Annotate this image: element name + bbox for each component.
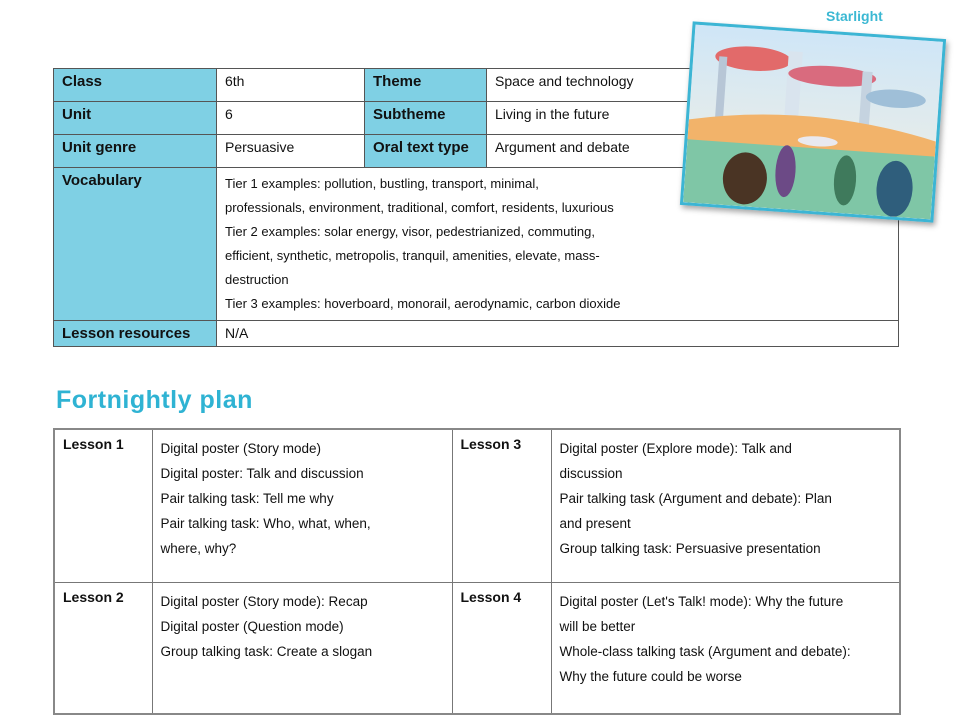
- plan-row: [54, 429, 900, 583]
- activity: Digital poster (Explore mode): Talk and: [559, 441, 792, 456]
- vocab-line: Tier 2 examples: solar energy, visor, pedestrianized, commuting,: [225, 224, 595, 239]
- unit-value: 6: [217, 102, 365, 135]
- oral-text-label: Oral text type: [365, 135, 487, 168]
- activity: and present: [559, 516, 631, 531]
- oral-text-value: Argument and debate: [487, 135, 899, 168]
- vocab-line: efficient, synthetic, metropolis, tranquil, amenities, elevate, mass-: [225, 248, 600, 263]
- subtheme-label: Subtheme: [365, 102, 487, 135]
- fortnightly-plan-heading: Fortnightly plan: [56, 386, 253, 414]
- activity: Pair talking task (Argument and debate): Plan: [559, 491, 832, 506]
- lesson-4-activities: [551, 583, 900, 715]
- future-city-illustration-svg: [683, 25, 943, 220]
- vocab-line: professionals, environment, traditional, comfort, residents, luxurious: [225, 200, 614, 215]
- vocab-line: Tier 3 examples: hoverboard, monorail, aerodynamic, carbon dioxide: [225, 296, 621, 311]
- lesson-1-label: Lesson 1: [54, 429, 152, 583]
- activity: Digital poster (Story mode): Recap: [160, 594, 368, 609]
- activity: Why the future could be worse: [559, 669, 742, 684]
- class-value: 6th: [217, 69, 365, 102]
- lesson-2-activities: [152, 583, 452, 715]
- activity: Digital poster (Let's Talk! mode): Why the future: [559, 594, 844, 609]
- plan-row: [54, 583, 900, 715]
- vocab-line: Tier 1 examples: pollution, bustling, transport, minimal,: [225, 176, 539, 191]
- activity: discussion: [559, 466, 623, 481]
- lesson-4-label: Lesson 4: [452, 583, 551, 715]
- subtheme-value: Living in the future: [487, 102, 899, 135]
- genre-value: Persuasive: [217, 135, 365, 168]
- activity: Pair talking task: Tell me why: [160, 491, 334, 506]
- lesson-1-activities: [152, 429, 452, 583]
- lesson-3-label: Lesson 3: [452, 429, 551, 583]
- lesson-3-activities: [551, 429, 900, 583]
- class-label: Class: [54, 69, 217, 102]
- fortnightly-plan-table: [53, 428, 901, 715]
- theme-label: Theme: [365, 69, 487, 102]
- activity: Digital poster (Question mode): [160, 619, 344, 634]
- genre-label: Unit genre: [54, 135, 217, 168]
- unit-label: Unit: [54, 102, 217, 135]
- future-city-illustration: [680, 21, 946, 222]
- lesson-2-label: Lesson 2: [54, 583, 152, 715]
- activity: Whole-class talking task (Argument and debate):: [559, 644, 851, 659]
- activity: Digital poster (Story mode): [160, 441, 322, 456]
- activity: Group talking task: Persuasive presentation: [559, 541, 821, 556]
- activity: Digital poster: Talk and discussion: [160, 466, 364, 481]
- activity: will be better: [559, 619, 636, 634]
- vocabulary-label: Vocabulary: [54, 168, 217, 321]
- vocab-line: destruction: [225, 272, 289, 287]
- theme-value: Space and technology: [487, 69, 899, 102]
- activity: Pair talking task: Who, what, when,: [160, 516, 371, 531]
- info-row-resources: [54, 321, 899, 347]
- brand-logo: Starlight: [826, 8, 883, 24]
- activity: where, why?: [160, 541, 237, 556]
- resources-label: Lesson resources: [54, 321, 217, 347]
- activity: Group talking task: Create a slogan: [160, 644, 373, 659]
- resources-value: N/A: [217, 321, 899, 347]
